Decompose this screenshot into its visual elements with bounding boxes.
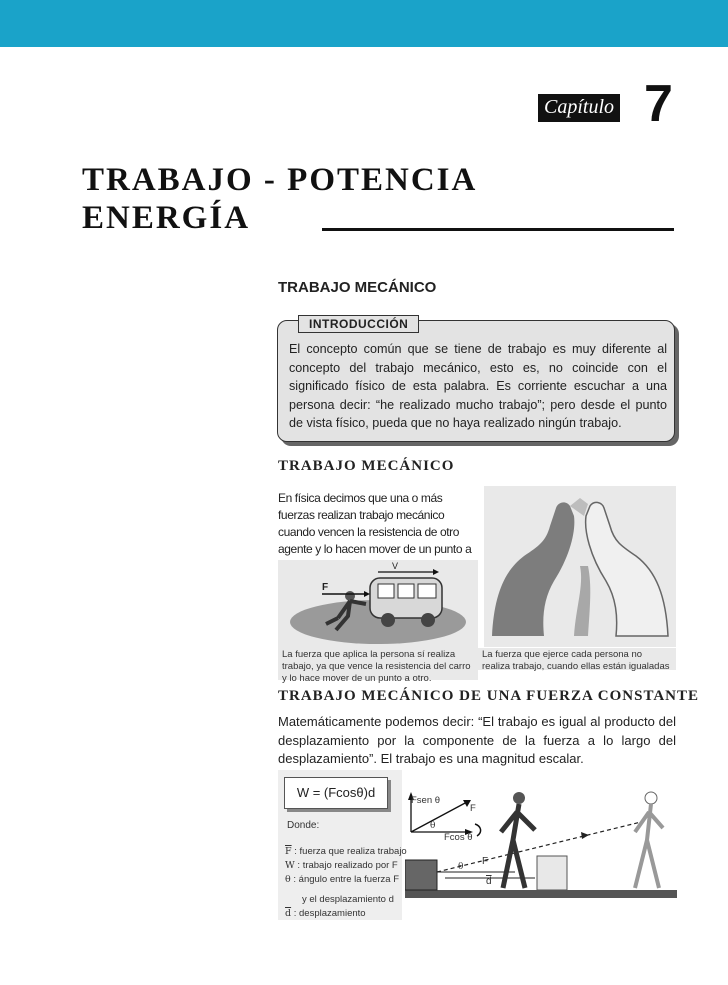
intro-tab: INTRODUCCIÓN	[298, 315, 419, 333]
caption-left: La fuerza que aplica la persona sí realiza trabajo, ya que vence la resistencia del carro y lo hace mover de un punto a otro.	[278, 648, 478, 680]
legend-row: y el desplazamiento d	[302, 894, 394, 905]
chapter-title-line2: ENERGÍA	[82, 200, 251, 236]
chapter-title-line1: TRABAJO - POTENCIA	[82, 162, 478, 198]
fsen-label: Fsen θ	[411, 795, 441, 806]
displacement-label: $\overline{d}$	[486, 876, 492, 887]
legend-row: $\overline{F}$ : fuerza que realiza trabajo	[285, 846, 407, 857]
arm-wrestling-photo	[484, 486, 676, 647]
section3-heading: TRABAJO MECÁNICO DE UNA FUERZA CONSTANTE	[278, 688, 700, 704]
section2-heading: TRABAJO MECÁNICO	[278, 458, 455, 474]
force-displacement-diagram	[405, 780, 677, 910]
work-formula: W = (Fcosθ)d	[284, 777, 388, 809]
legend-row: θ : ángulo entre la fuerza F	[285, 874, 399, 885]
force-label: F	[322, 582, 329, 593]
legend-row: W : trabajo realizado por F	[285, 860, 398, 871]
theta-angle-label: θ	[458, 862, 464, 872]
velocity-label: V	[392, 561, 399, 571]
legend-row: $\overline{d}$ : desplazamiento	[285, 908, 366, 919]
title-rule	[322, 228, 674, 231]
car-push-figure	[278, 560, 478, 648]
applied-force-label: F	[482, 856, 489, 867]
section2-paragraph: En física decimos que una o más fuerzas realizan trabajo mecánico cuando vencen la resistencia de otro agente y lo hacen mover de un punto a	[278, 491, 472, 556]
chapter-label: Capítulo	[538, 94, 620, 122]
section-heading-trabajo-mecanico: TRABAJO MECÁNICO	[278, 279, 437, 296]
donde-label: Donde:	[287, 820, 320, 831]
caption-right: La fuerza que ejerce cada persona no realiza trabajo, cuando ellas están igualadas	[478, 648, 676, 670]
fcos-label: Fcos θ	[444, 832, 473, 843]
theta-label: θ	[430, 821, 436, 831]
force-vector-label: F	[470, 803, 476, 814]
car-push-illustration	[278, 560, 478, 648]
intro-paragraph: El concepto común que se tiene de trabajo es muy diferente al concepto del trabajo mecánico, esto es, no coincide con el significado físico de esta palabra. Es corriente escuchar a una persona decir: “he realizado mucho trabajo”; pero desde el punto de vista físico, pueda que no haya realizado ningún trabajo.	[289, 342, 667, 430]
section3-paragraph: Matemáticamente podemos decir: “El trabajo es igual al producto del desplazamiento por la componente de la fuerza a lo largo del desplazamiento”. El trabajo es una magnitud escalar.	[278, 714, 676, 766]
top-color-band	[0, 0, 728, 47]
chapter-number: 7	[644, 75, 673, 133]
